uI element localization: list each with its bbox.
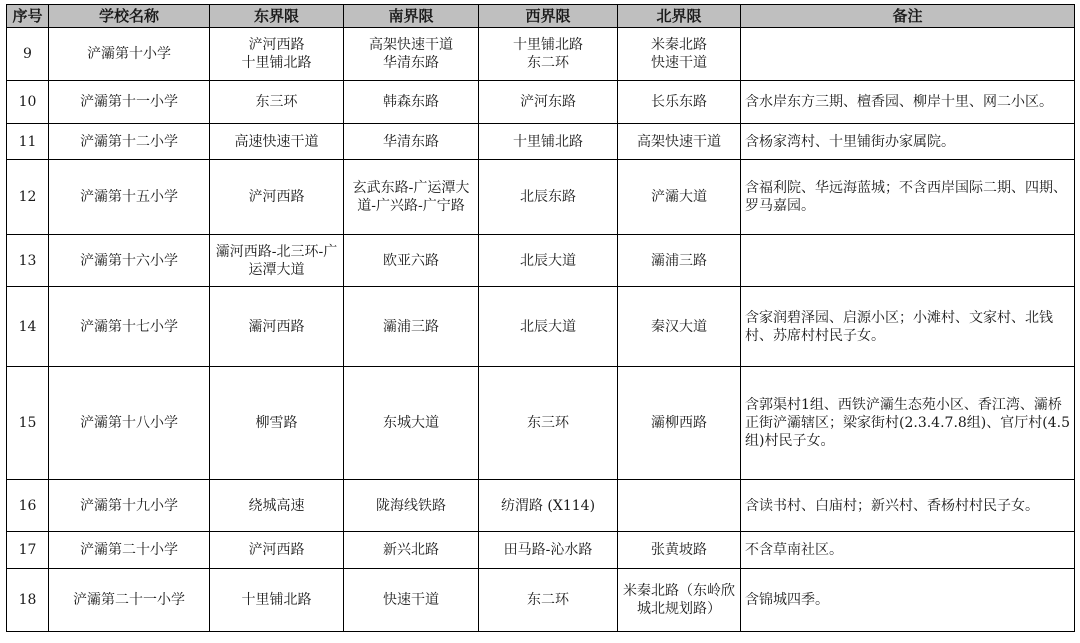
cell-south: 韩森东路 (344, 81, 479, 124)
cell-east: 灞河西路-北三环-广运潭大道 (210, 235, 344, 287)
table-row (7, 480, 1075, 532)
table-header (7, 5, 1075, 28)
cell-north: 灞浦三路 (618, 235, 741, 287)
cell-no: 16 (7, 480, 49, 532)
cell-east: 绕城高速 (210, 480, 344, 532)
cell-school: 浐灞第十六小学 (49, 235, 210, 287)
cell-no: 18 (7, 569, 49, 632)
table-row (7, 28, 1075, 81)
cell-no: 9 (7, 28, 49, 81)
table-row (7, 160, 1075, 235)
cell-south: 欧亚六路 (344, 235, 479, 287)
table-row (7, 81, 1075, 124)
cell-no: 12 (7, 160, 49, 235)
cell-note: 含福利院、华远海蓝城；不含西岸国际二期、四期、罗马嘉园。 (741, 160, 1075, 235)
cell-east: 东三环 (210, 81, 344, 124)
cell-west: 十里铺北路 东二环 (479, 28, 618, 81)
cell-no: 14 (7, 287, 49, 367)
header-school: 学校名称 (49, 5, 210, 28)
cell-no: 11 (7, 124, 49, 160)
cell-west: 纺渭路 (X114) (479, 480, 618, 532)
header-north: 北界限 (618, 5, 741, 28)
cell-west: 东三环 (479, 367, 618, 480)
header-west: 西界限 (479, 5, 618, 28)
cell-south: 高架快速干道 华清东路 (344, 28, 479, 81)
cell-west: 北辰东路 (479, 160, 618, 235)
cell-school: 浐灞第十二小学 (49, 124, 210, 160)
cell-west: 浐河东路 (479, 81, 618, 124)
table-row (7, 532, 1075, 569)
header-east: 东界限 (210, 5, 344, 28)
cell-no: 13 (7, 235, 49, 287)
cell-north: 高架快速干道 (618, 124, 741, 160)
header-no: 序号 (7, 5, 49, 28)
cell-south: 玄武东路-广运潭大道-广兴路-广宁路 (344, 160, 479, 235)
cell-note: 含读书村、白庙村；新兴村、香杨村村民子女。 (741, 480, 1075, 532)
cell-school: 浐灞第十七小学 (49, 287, 210, 367)
table-row (7, 124, 1075, 160)
cell-east: 高速快速干道 (210, 124, 344, 160)
table-body (7, 28, 1075, 632)
cell-school: 浐灞第二十一小学 (49, 569, 210, 632)
cell-note: 含郭渠村1组、西铁浐灞生态苑小区、香江湾、灞桥正街浐灞辖区；梁家街村(2.3.4.7.8组)、官厅村(4.5组)村民子女。 (741, 367, 1075, 480)
cell-note: 含水岸东方三期、檀香园、柳岸十里、网二小区。 (741, 81, 1075, 124)
table-row (7, 367, 1075, 480)
cell-no: 15 (7, 367, 49, 480)
cell-no: 10 (7, 81, 49, 124)
cell-north: 浐灞大道 (618, 160, 741, 235)
cell-north: 灞柳西路 (618, 367, 741, 480)
cell-south: 陇海线铁路 (344, 480, 479, 532)
cell-north: 长乐东路 (618, 81, 741, 124)
cell-school: 浐灞第十小学 (49, 28, 210, 81)
header-row (7, 5, 1075, 28)
cell-north: 张黄坡路 (618, 532, 741, 569)
table-row (7, 287, 1075, 367)
cell-school: 浐灞第十九小学 (49, 480, 210, 532)
cell-east: 灞河西路 (210, 287, 344, 367)
cell-note (741, 28, 1075, 81)
cell-school: 浐灞第二十小学 (49, 532, 210, 569)
cell-south: 灞浦三路 (344, 287, 479, 367)
cell-school: 浐灞第十五小学 (49, 160, 210, 235)
table-row (7, 235, 1075, 287)
cell-school: 浐灞第十一小学 (49, 81, 210, 124)
cell-west: 北辰大道 (479, 287, 618, 367)
cell-note: 含杨家湾村、十里铺街办家属院。 (741, 124, 1075, 160)
cell-east: 浐河西路 (210, 160, 344, 235)
cell-west: 东二环 (479, 569, 618, 632)
cell-north: 秦汉大道 (618, 287, 741, 367)
cell-north: 米秦北路（东岭欣城北规划路） (618, 569, 741, 632)
header-south: 南界限 (344, 5, 479, 28)
cell-note: 不含草南社区。 (741, 532, 1075, 569)
cell-east: 十里铺北路 (210, 569, 344, 632)
school-district-table (6, 4, 1075, 632)
cell-west: 田马路-沁水路 (479, 532, 618, 569)
cell-east: 浐河西路 十里铺北路 (210, 28, 344, 81)
cell-south: 东城大道 (344, 367, 479, 480)
cell-note (741, 235, 1075, 287)
header-note: 备注 (741, 5, 1075, 28)
cell-south: 新兴北路 (344, 532, 479, 569)
cell-north (618, 480, 741, 532)
cell-west: 十里铺北路 (479, 124, 618, 160)
cell-note: 含锦城四季。 (741, 569, 1075, 632)
cell-north: 米秦北路 快速干道 (618, 28, 741, 81)
cell-west: 北辰大道 (479, 235, 618, 287)
cell-south: 华清东路 (344, 124, 479, 160)
cell-no: 17 (7, 532, 49, 569)
cell-south: 快速干道 (344, 569, 479, 632)
cell-school: 浐灞第十八小学 (49, 367, 210, 480)
cell-east: 柳雪路 (210, 367, 344, 480)
table-row (7, 569, 1075, 632)
cell-east: 浐河西路 (210, 532, 344, 569)
cell-note: 含家润碧泽园、启源小区；小滩村、文家村、北钱村、苏席村村民子女。 (741, 287, 1075, 367)
